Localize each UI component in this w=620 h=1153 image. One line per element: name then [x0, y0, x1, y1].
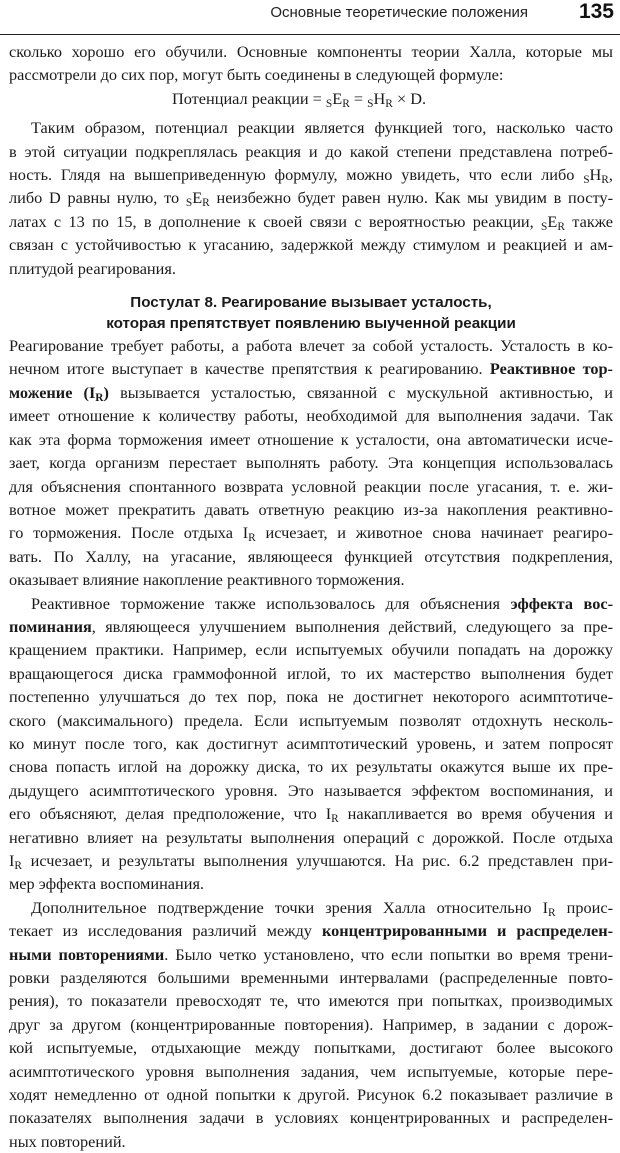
text-line: ровки разделяются большими временными интервалами (распределенные повто-: [9, 968, 613, 988]
text-line: вращающегося диска граммофонной иглой, то их мастерство выполнения будет: [9, 663, 613, 683]
text-line: [9, 186, 613, 209]
text-line: [9, 521, 613, 544]
bold-term: поминания: [9, 616, 92, 636]
text-subscript: S: [185, 197, 193, 210]
bold-term: ными повторениями: [9, 944, 165, 964]
bold-term-part: можение (I: [9, 382, 96, 402]
text-fragment: также: [572, 211, 613, 231]
heading-line: которая препятствует появлению выученной реакции: [106, 315, 516, 333]
text-symbol: E: [192, 188, 203, 208]
text-subscript: R: [202, 197, 210, 210]
text-line: ных повторений.: [9, 1131, 126, 1151]
text-fragment: . Было четко установлено, что если попытки во время трени-: [164, 944, 613, 964]
running-header-title: Основные теоретические положения: [270, 4, 528, 21]
text-line: вать. По Халлу, на угасание, являющееся функцией отсутствия подкрепления,: [9, 546, 613, 566]
running-header: [0, 0, 620, 35]
paragraph-reminiscence: [9, 592, 613, 896]
text-fragment: го торможения. После отдыха I: [9, 523, 249, 543]
text-line: ского (максимального) предела. Если испытуемым позволят отдохнуть несколь-: [9, 710, 613, 730]
text-line: асимптотического уровня выполнения задания, чем испытуемые, которые пере-: [9, 1061, 613, 1081]
text-fragment: вызывается усталостью, связанной с мускульной активностью, и: [120, 382, 613, 402]
text-line: дыдущего асимптотического уровня. Это называется эффектом воспоминания, и: [9, 780, 613, 800]
text-line: ходят немедленно от одной попытки к другой. Рисунок 6.2 показывает различие в: [9, 1085, 613, 1105]
text-subscript: R: [548, 906, 556, 919]
text-line: рассмотрели до сих пор, могут быть соединены в следующей формуле:: [9, 65, 504, 85]
text-fragment: либо D равны нулю, то: [9, 188, 180, 208]
text-line: сколько хорошо его обучили. Основные компоненты теории Халла, которые мы: [9, 42, 613, 61]
text-subscript: R: [248, 532, 256, 545]
text-line: друг за другом (концентрированные повторения). Например, в задании с дорож-: [9, 1014, 613, 1034]
bold-term: Реактивное тор-: [489, 359, 613, 379]
text-line: Реагирование требует работы, а работа влечет за собой усталость. Усталость в ко-: [9, 336, 613, 356]
formula-subscript: R: [342, 97, 350, 110]
text-fragment: латах с 13 по 15, в дополнение к своей связи с вероятностью реакции,: [9, 211, 534, 231]
bold-term: [9, 383, 109, 402]
text-fragment: ,: [608, 165, 613, 185]
formula-equals: =: [353, 88, 364, 108]
text-line: кой испытуемые, отдыхающие между попытками, достигают более высокого: [9, 1038, 613, 1058]
formula-tail: × D.: [396, 88, 427, 108]
bold-term: концентрированными и распределен-: [321, 921, 613, 941]
text-line: ко минут после того, как достигнут асимптотический уровень, и затем попросят: [9, 733, 613, 753]
formula-symbol: E: [332, 88, 343, 108]
text-fragment: неизбежно будет равен нулю. Как мы увидим в посту-: [216, 188, 613, 208]
text-line: [9, 592, 613, 615]
text-line: зает, когда организм перестает выполнять работу. Эта концепция использовалась: [9, 453, 613, 473]
text-symbol: H: [589, 165, 602, 185]
paragraph-reactive-inhibition: [9, 334, 613, 591]
paragraph-potential: [9, 116, 613, 280]
bold-term: эффекта вос-: [510, 593, 613, 613]
page-number: 135: [578, 0, 614, 23]
text-subscript: R: [14, 859, 23, 872]
formula-subscript: S: [325, 97, 333, 110]
text-line: [9, 163, 613, 186]
text-line: связан с устойчивостью к угасанию, задержкой между стимулом и реакцией и ам-: [9, 235, 613, 255]
text-line: мер эффекта воспоминания.: [9, 874, 205, 894]
text-line: плитудой реагирования.: [9, 258, 176, 278]
formula-equals: =: [312, 88, 322, 108]
text-fragment: I: [9, 851, 15, 870]
text-fragment: накапливается во время обучения и: [347, 804, 613, 824]
text-subscript: R: [601, 173, 609, 186]
text-line: [9, 357, 613, 380]
text-fragment: ность. Глядя на вышеприведенную формулу, можно увидеть, что если либо: [9, 165, 575, 185]
text-line: показателях выполнения задачи в условиях концентрированных и распределен-: [9, 1108, 613, 1128]
text-subscript: R: [557, 220, 565, 233]
text-symbol: E: [547, 211, 558, 231]
text-fragment: , являющееся улучшением выполнения действий, следующего за пре-: [91, 616, 613, 636]
formula-symbol: H: [373, 88, 386, 108]
text-line: [9, 849, 613, 872]
text-line: [9, 802, 613, 825]
text-fragment: Дополнительное подтверждение точки зрения Халла относительно I: [31, 897, 549, 917]
section-heading-postulate-8: [9, 292, 613, 334]
text-fragment: проис-: [566, 897, 613, 917]
text-line: [9, 210, 613, 233]
text-line: кращением практики. Например, если испытуемых обучили попадать на дорожку: [9, 640, 613, 660]
page-body: [9, 40, 613, 1153]
text-line: постепенно улучшаться до тех пор, пока не достигнет некоторого асимптотиче-: [9, 687, 613, 707]
text-subscript: S: [541, 220, 548, 233]
text-line: [9, 615, 613, 638]
text-line: для объяснения спонтанного возврата условной реакции после угасания, т. е. жи-: [9, 476, 613, 496]
text-fragment: нечном итоге выступает в качестве препятствия к реагированию.: [9, 359, 483, 379]
text-line: рения), то показатели превосходят те, что имеются при попытках, производимых: [9, 991, 613, 1011]
text-subscript: R: [95, 391, 104, 404]
paragraph-massed-distributed: [9, 896, 613, 1153]
text-fragment: Реактивное торможение также использовалось для объяснения: [31, 593, 500, 613]
text-line: Таким образом, потенциал реакции является функцией того, насколько часто: [31, 118, 613, 138]
text-fragment: исчезает, и животное снова начинает реагиро-: [265, 523, 613, 543]
text-line: в этой ситуации подкреплялась реакция и до какой степени представлена потреб-: [9, 141, 613, 161]
heading-line: Постулат 8. Реагирование вызывает усталость,: [130, 294, 492, 312]
formula-label: Потенциал реакции: [172, 88, 309, 108]
text-fragment: его объясняют, делая предположение, что I: [9, 804, 332, 824]
text-fragment: текает из исследования различий между: [9, 921, 312, 941]
text-fragment: исчезает, и результаты выполнения улучшаются. На рис. 6.2 представлен при-: [30, 851, 613, 870]
formula-potential-reaction: [9, 87, 613, 110]
text-line: [9, 381, 613, 404]
text-line: вотное может прекратить давать ответную реакцию из-за накопления реактивно-: [9, 499, 613, 519]
bold-term-part: ): [103, 382, 109, 402]
text-line: оказывает влияние накопление реактивного торможения.: [9, 570, 405, 590]
text-line: [9, 943, 613, 966]
text-line: имеет отношение к количеству работы, необходимой для выполнения задачи. Так: [9, 406, 613, 426]
text-line: как эта форма торможения имеет отношение к усталости, она автоматически исче-: [9, 429, 613, 449]
text-line: [9, 896, 613, 919]
paragraph-continuation: [9, 40, 613, 87]
formula-subscript: S: [367, 97, 374, 110]
text-subscript: S: [583, 173, 590, 186]
text-line: снова попасть иглой на дорожку диска, то их результаты окажутся выше их пре-: [9, 757, 613, 777]
text-line: [9, 919, 613, 942]
text-line: негативно влияет на результаты выполнения операций с дорожкой. После отдыха: [9, 827, 613, 847]
formula-subscript: R: [385, 97, 393, 110]
text-subscript: R: [331, 813, 339, 826]
